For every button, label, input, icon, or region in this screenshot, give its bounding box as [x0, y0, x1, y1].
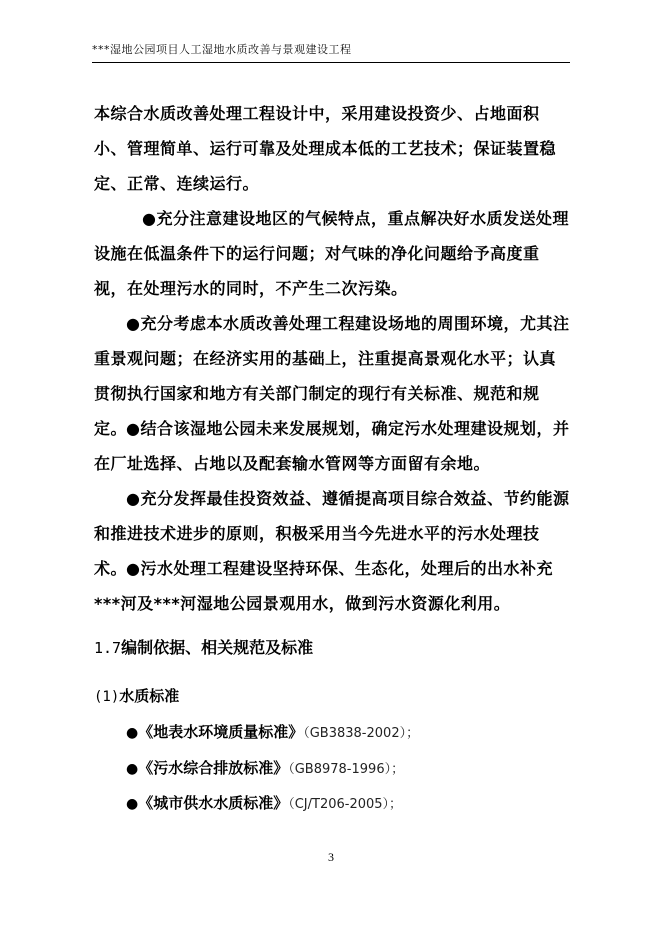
paragraph-ecology: ●污水处理工程建设坚持环保、生态化，处理后的出水补充***河及***河湿地公园景观用水，做到污水资源化利用。 [94, 559, 553, 613]
section-title: 编制依据、相关规范及标准 [121, 638, 314, 657]
paragraph-climate: ●充分注意建设地区的气候特点，重点解决好水质发送处理设施在低温条件下的运行问题；对气味的净化问题给予高度重视，在处理污水的同时，不产生二次污染。 [94, 209, 569, 298]
running-header [92, 42, 570, 63]
standard-name: 《地表水环境质量标准》 [138, 723, 304, 741]
standard-name: 《城市供水水质标准》 [138, 794, 289, 812]
section-heading [94, 638, 313, 658]
subsection-number: (1) [94, 689, 120, 705]
bullet-icon: ● [126, 796, 139, 812]
paragraph-design-principle: 本综合水质改善处理工程设计中，采用建设投资少、占地面积小、管理简单、运行可靠及处理成本低的工艺技术；保证装置稳定、正常、连续运行。 [94, 104, 557, 193]
bullet-icon: ● [126, 761, 139, 777]
standard-code: （CJ/T206-2005）； [288, 797, 403, 812]
section-number: 1.7 [94, 639, 122, 657]
page-number: 3 [328, 850, 334, 864]
standard-code: （GB8978-1996）； [288, 762, 405, 777]
header-title: ***湿地公园项目人工湿地水质改善与景观建设工程 [92, 43, 352, 56]
standard-name: 《污水综合排放标准》 [138, 759, 289, 777]
subsection-heading [94, 686, 179, 707]
paragraph-investment: ●充分发挥最佳投资效益、遵循提高项目综合效益、节约能源和推进技术进步的原则，积极采用当今先进水平的污水处理技术。 [94, 489, 570, 578]
standard-item [126, 793, 402, 815]
paragraph-environment: ●充分考虑本水质改善处理工程建设场地的周围环境，尤其注重景观问题；在经济实用的基础上，注重提高景观化水平；认真贯彻执行国家和地方有关部门制定的现行有关标准、规范和规定。 [94, 314, 570, 438]
bullet-icon: ● [126, 725, 139, 741]
paragraph-planning: ●结合该湿地公园未来发展规划，确定污水处理建设规划，并在厂址选择、占地以及配套输水管网等方面留有余地。 [94, 419, 570, 473]
standard-item [126, 722, 419, 744]
standard-item [126, 758, 404, 780]
subsection-title: 水质标准 [119, 687, 180, 705]
standard-code: （GB3838-2002）； [303, 726, 420, 741]
